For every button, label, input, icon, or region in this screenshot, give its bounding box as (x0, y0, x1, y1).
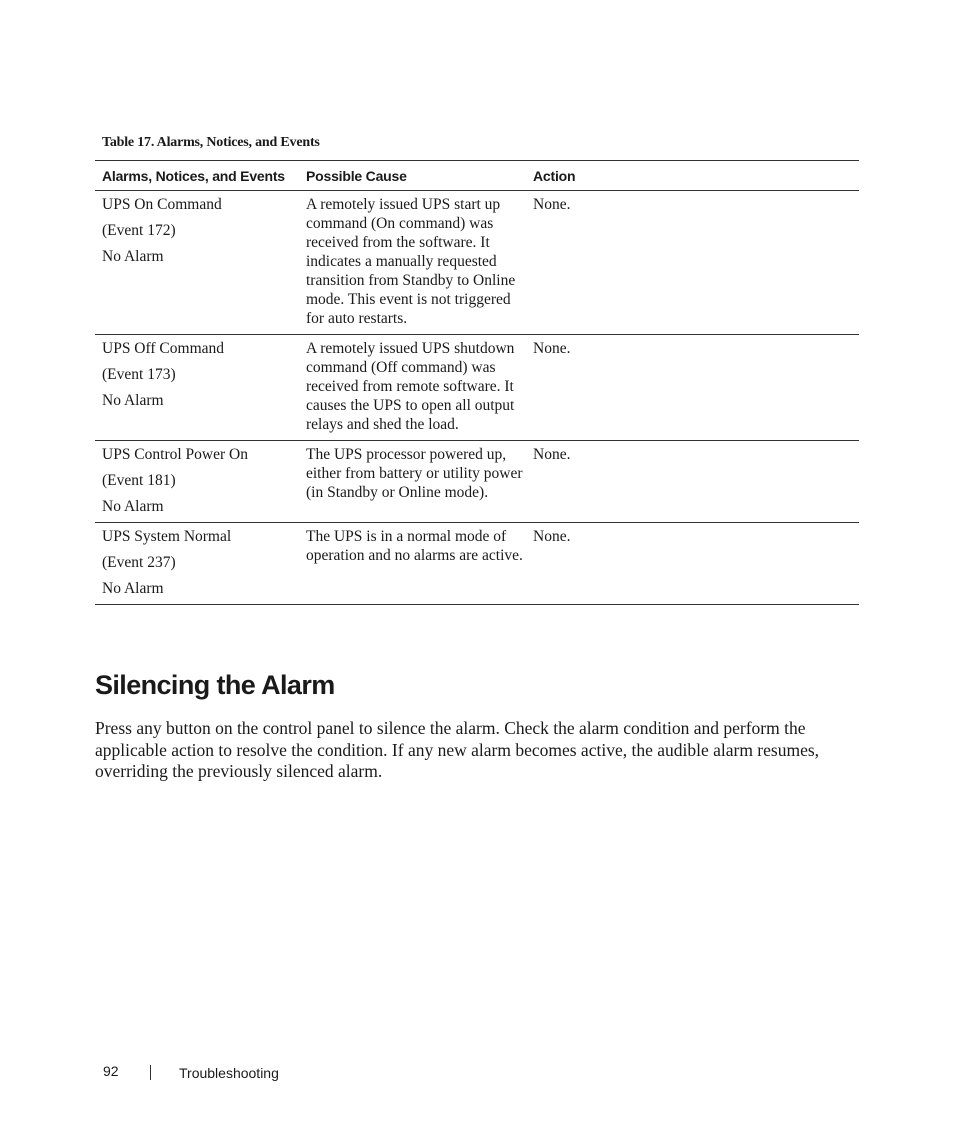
event-cell (95, 191, 306, 334)
event-name: UPS Off Command (102, 340, 225, 357)
table-caption: Table 17. Alarms, Notices, and Events (102, 135, 320, 150)
table-row (95, 335, 859, 441)
footer-section-name: Troubleshooting (179, 1065, 279, 1081)
cause-cell: The UPS processor powered up, either from battery or utility power (in Standby or Online mode). (306, 446, 523, 501)
event-id: (Event 181) (102, 472, 176, 489)
table-row (95, 523, 859, 605)
header-event: Alarms, Notices, and Events (102, 167, 285, 184)
header-action: Action (533, 167, 576, 184)
event-cell (95, 523, 306, 604)
event-alarm: No Alarm (102, 392, 164, 409)
cause-cell: The UPS is in a normal mode of operation and no alarms are active. (306, 528, 523, 564)
action-cell: None. (533, 340, 571, 357)
event-alarm: No Alarm (102, 580, 164, 597)
event-id: (Event 172) (102, 222, 176, 239)
table-header-row (95, 161, 859, 191)
header-cause: Possible Cause (306, 167, 407, 184)
cause-cell: A remotely issued UPS shutdown command (Off command) was received from remote software. It causes the UPS to open all output relays and shed the load. (306, 340, 515, 433)
event-alarm: No Alarm (102, 248, 164, 265)
event-cell (95, 441, 306, 522)
body-paragraph: Press any button on the control panel to silence the alarm. Check the alarm condition and perform the applicable action to resolve the condition. If any new alarm becomes active, the audible alarm resumes, overriding the previously silenced alarm. (95, 718, 820, 781)
action-cell: None. (533, 528, 571, 545)
event-cell (95, 335, 306, 440)
table-row (95, 441, 859, 523)
event-name: UPS Control Power On (102, 446, 248, 463)
footer-divider (150, 1065, 151, 1080)
cause-cell: A remotely issued UPS start up command (On command) was received from the software. It indicates a manually requested transition from Standby to Online mode. This event is not triggered for auto restarts. (306, 196, 516, 327)
alarms-events-table (95, 160, 859, 605)
action-cell: None. (533, 196, 571, 213)
page-footer (0, 1063, 954, 1083)
section-heading: Silencing the Alarm (95, 670, 335, 700)
event-id: (Event 237) (102, 554, 176, 571)
table-row (95, 191, 859, 335)
event-id: (Event 173) (102, 366, 176, 383)
event-name: UPS On Command (102, 196, 222, 213)
page-number: 92 (103, 1063, 119, 1079)
event-name: UPS System Normal (102, 528, 232, 545)
action-cell: None. (533, 446, 571, 463)
event-alarm: No Alarm (102, 498, 164, 515)
